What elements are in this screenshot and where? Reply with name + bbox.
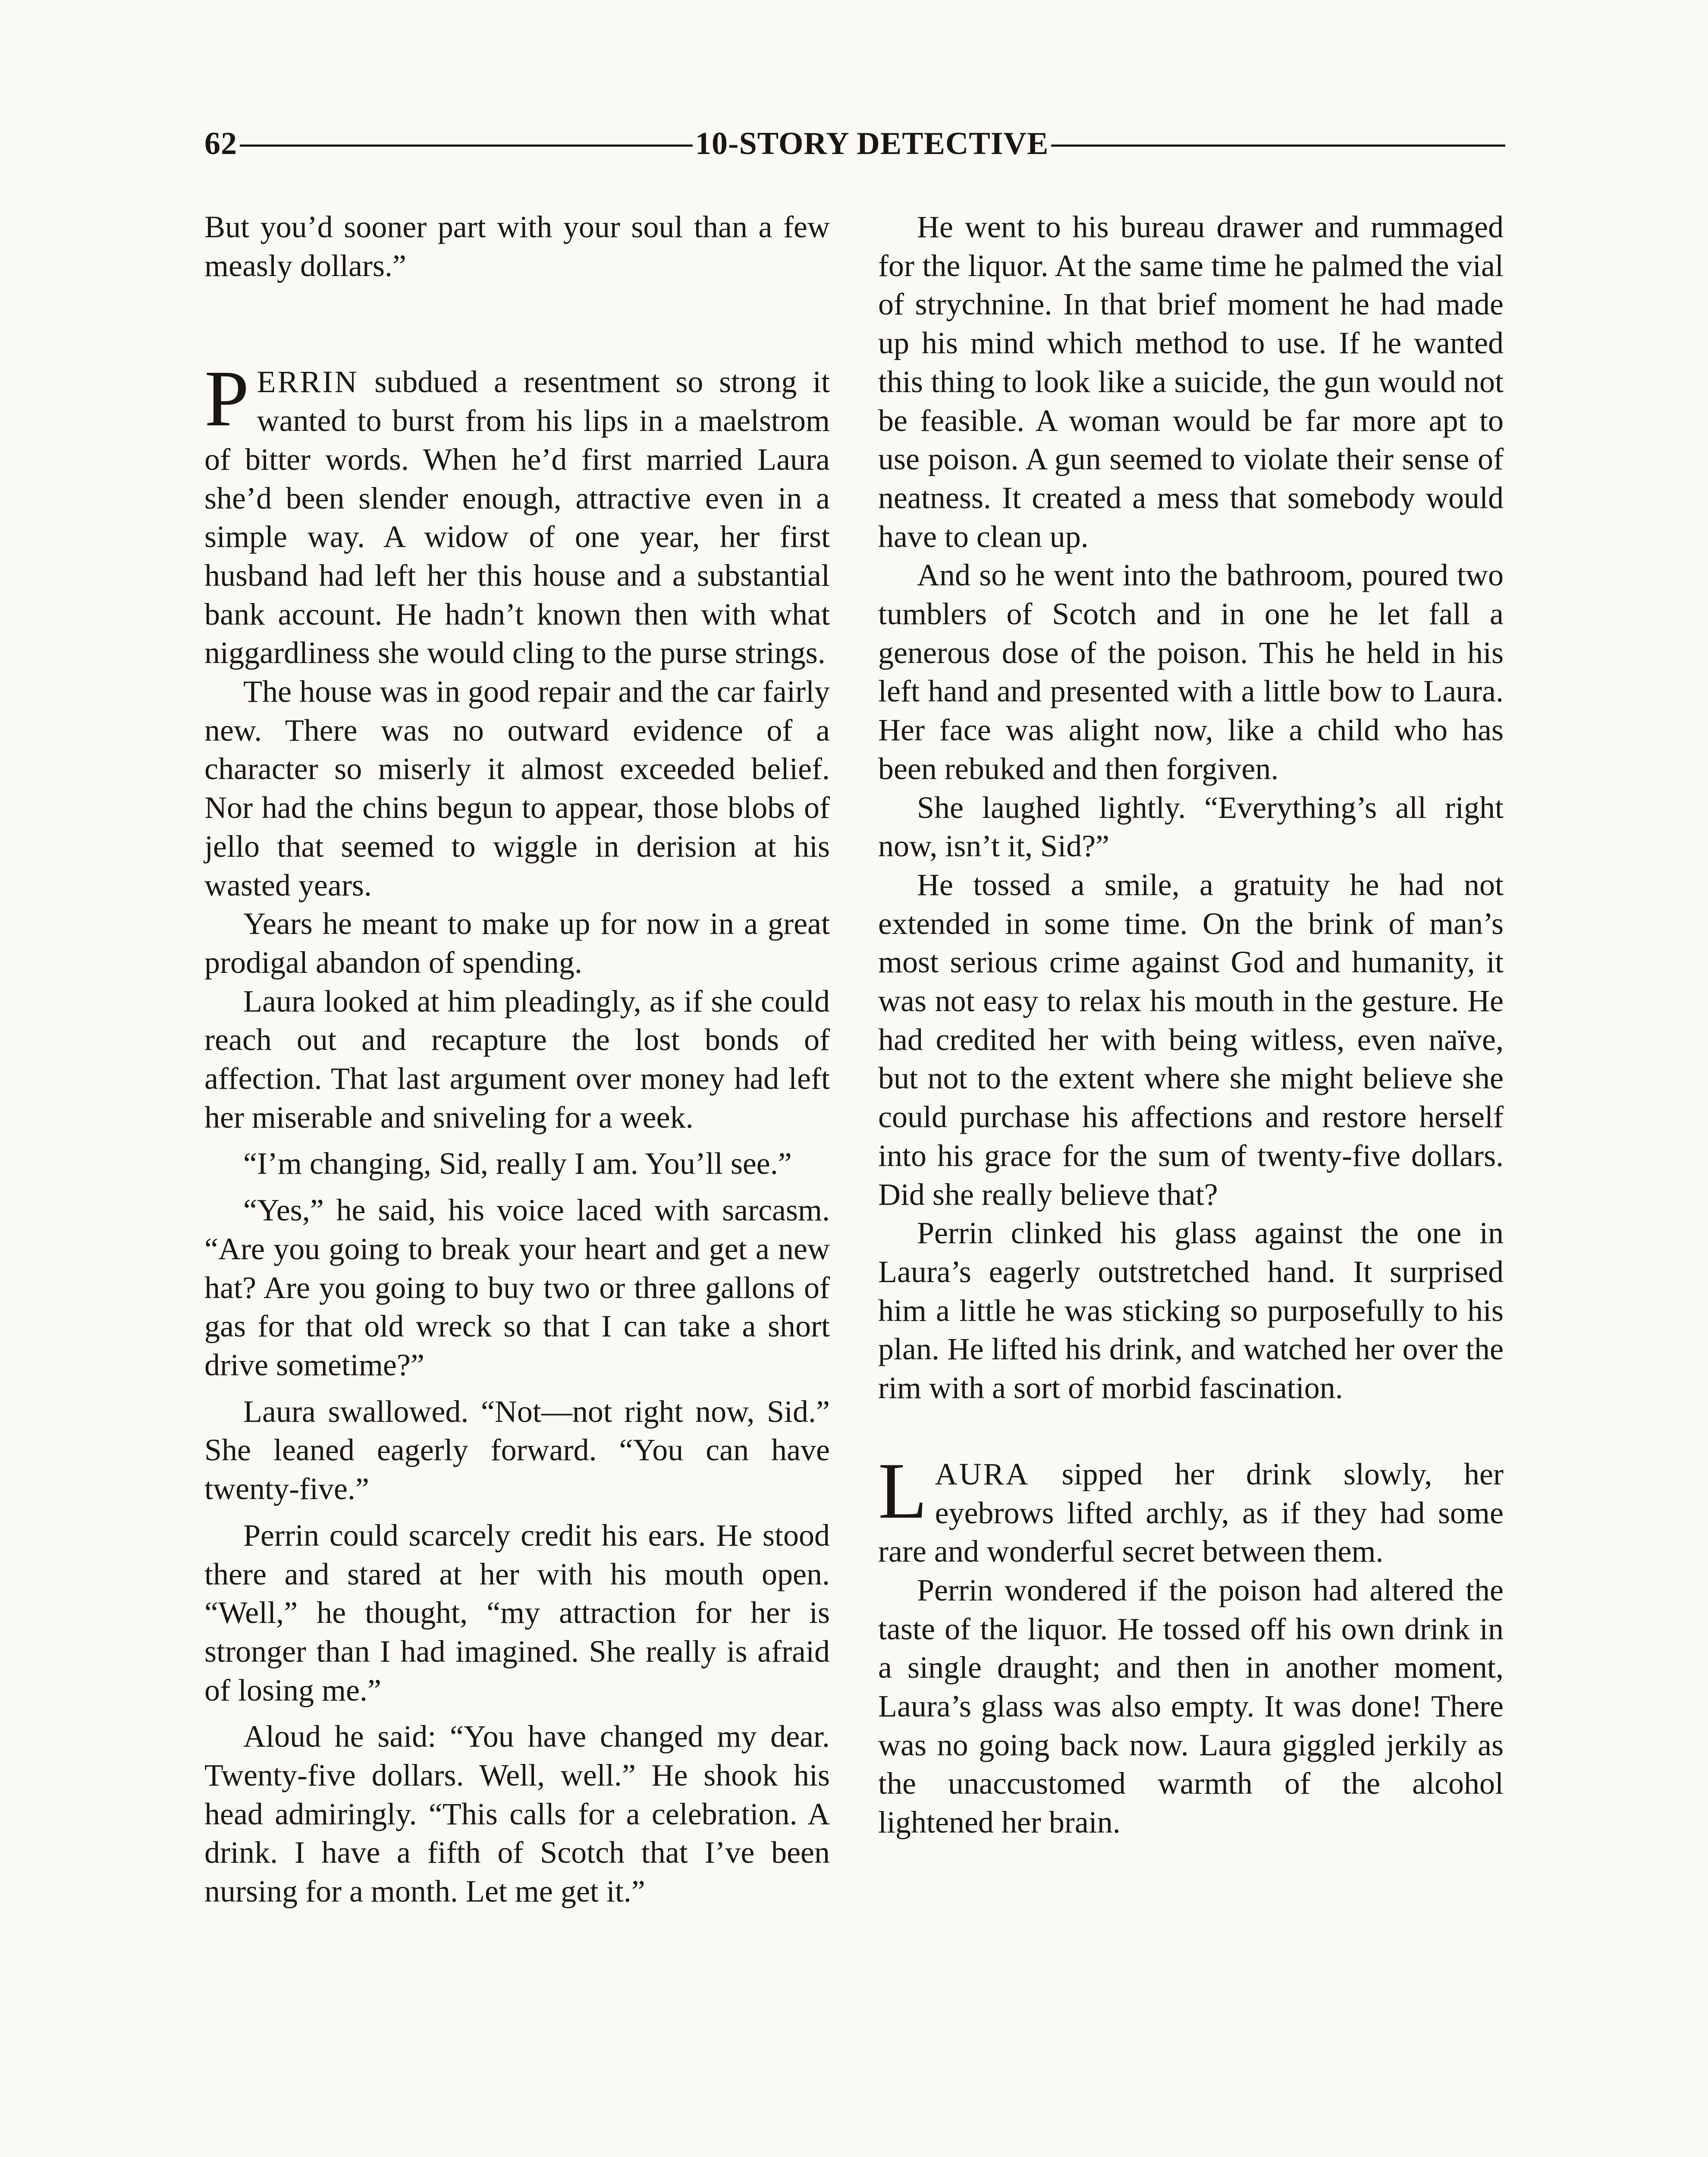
paragraph: “I’m changing, Sid, really I am. You’ll see.” (243, 1146, 792, 1181)
drop-cap-letter: P (204, 354, 249, 443)
right-column (878, 208, 1504, 1842)
section-break (878, 1408, 1504, 1455)
paragraph: Perrin clinked his glass against the one in Laura’s eagerly outstretched hand. It surprised him a little he was sticking so purposefully to his plan. He lifted his drink, and watched her over the rim with a sort of morbid fascination. (878, 1216, 1504, 1406)
dropcap-paragraph (878, 1446, 1504, 1571)
paragraph: Aloud he said: “You have changed my dear. Twenty-five dollars. Well, well.” He shook his head admiringly. “This calls for a celebration. A drink. I have a fifth of Scotch that I’ve been nursing for a month. Let me get it.” (204, 1719, 830, 1909)
paragraph: Laura swallowed. “Not—not right now, Sid.” She leaned eagerly forward. “You can have twenty-five.” (204, 1394, 830, 1506)
paragraph: And so he went into the bathroom, poured two tumblers of Scotch and in one he let fall a generous dose of the poison. This he held in his left hand and presented with a little bow to Laura. Her face was alight now, like a child who has been rebuked and then forgiven. (878, 558, 1504, 786)
paragraph: He went to his bureau drawer and rummaged for the liquor. At the same time he palmed the vial of strychnine. In that brief moment he had made up his mind which method to use. If he wanted this thing to look like a suicide, the gun would not be feasible. A woman would be far more apt to use poison. A gun seemed to violate their sense of neatness. It created a mess that somebody would have to clean up. (878, 210, 1504, 554)
header-rule-right (1051, 145, 1505, 147)
paragraph: Years he meant to make up for now in a great prodigal abandon of spending. (204, 906, 830, 980)
paragraph: Perrin could scarcely credit his ears. He stood there and stared at her with his mouth open. “Well,” he thought, “my attraction for her is stronger than I had imagined. She really is afraid of losing me.” (204, 1518, 830, 1707)
section-break (204, 285, 830, 363)
page-number: 62 (204, 126, 237, 161)
drop-cap-letter: L (878, 1446, 927, 1535)
paragraph: Laura looked at him pleadingly, as if she could reach out and recapture the lost bonds of affection. That last argument over money had left her miserable and sniveling for a week. (204, 984, 830, 1135)
publication-title: 10-STORY DETECTIVE (695, 126, 1049, 161)
paragraph: But you’d sooner part with your soul than a few measly dollars.” (204, 210, 830, 283)
paragraph: She laughed lightly. “Everything’s all right now, isn’t it, Sid?” (878, 790, 1504, 864)
dropcap-paragraph (204, 354, 830, 673)
paragraph-text: sipped her drink slowly, her eyebrows lifted archly, as if they had some rare and wonderful secret between them. (878, 1456, 1504, 1569)
left-column (204, 208, 830, 1911)
paragraph: Perrin wondered if the poison had altered the taste of the liquor. He tossed off his own drink in a single draught; and then in another moment, Laura’s glass was also empty. It was done! There was no going back now. Laura giggled jerkily as the unaccustomed warmth of the alcohol lightened her brain. (878, 1572, 1504, 1840)
lead-in-caps: ERRIN (257, 365, 359, 399)
paragraph: “Yes,” he said, his voice laced with sarcasm. “Are you going to break your heart and get a new hat? Are you going to buy two or three gallons of gas for that old wreck so that I can take a short drive sometime?” (204, 1193, 830, 1382)
running-header (204, 126, 1508, 161)
lead-in-caps: AURA (935, 1456, 1030, 1491)
paragraph: The house was in good repair and the car fairly new. There was no outward evidence of a character so miserly it almost exceeded belief. Nor had the chins begun to appear, those blobs of jello that seemed to wiggle in derision at his wasted years. (204, 674, 830, 902)
paragraph: He tossed a smile, a gratuity he had not extended in some time. On the brink of man’s most serious crime against God and humanity, it was not easy to relax his mouth in the gesture. He had credited her with being witless, even naïve, but not to the extent where she might believe she could purchase his affections and restore herself into his grace for the sum of twenty-five dollars. Did she really believe that? (878, 867, 1504, 1212)
paragraph-text: subdued a resentment so strong it wanted to burst from his lips in a maelstrom of bitter words. When he’d first married Laura she’d been slender enough, attractive even in a simple way. A widow of one year, her first husband had left her this house and a substantial bank account. He hadn’t known then with what niggardliness she would cling to the purse strings. (204, 365, 830, 670)
header-rule-left (240, 145, 693, 147)
